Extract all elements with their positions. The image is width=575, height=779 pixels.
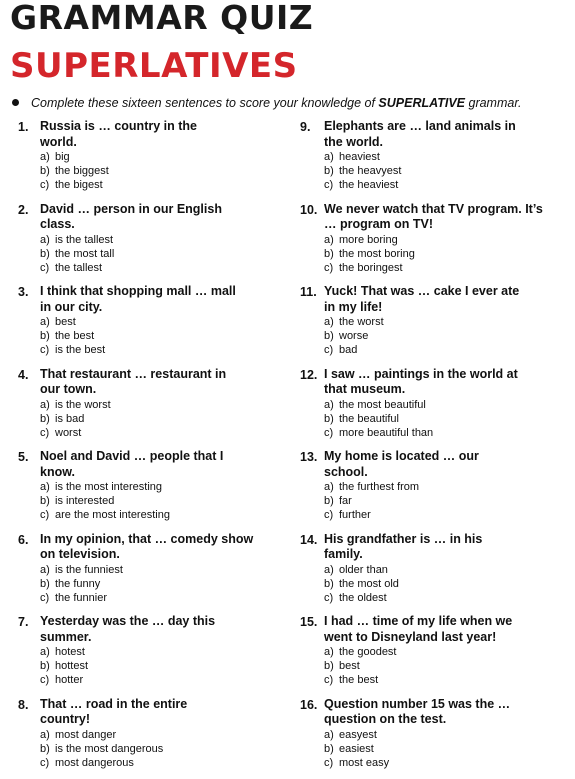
answer-option[interactable] — [40, 398, 286, 412]
option-letter: a) — [40, 398, 55, 412]
quiz-title: GRAMMAR QUIZ — [10, 0, 313, 38]
answer-options — [324, 728, 572, 771]
question-text: David … person in our English class. — [40, 202, 286, 233]
option-letter: c) — [40, 508, 55, 522]
option-text: is the funniest — [55, 564, 123, 576]
option-text: is interested — [55, 495, 114, 507]
answer-options — [324, 480, 572, 523]
question-number: 5. — [18, 449, 28, 465]
question-text: That … road in the entire country! — [40, 697, 286, 728]
option-letter: a) — [324, 480, 339, 494]
option-text: is the tallest — [55, 234, 113, 246]
option-text: the boringest — [339, 262, 403, 274]
answer-option[interactable] — [40, 164, 286, 178]
option-text: the most boring — [339, 248, 415, 260]
questions-column-left — [18, 119, 286, 779]
answer-option[interactable] — [324, 728, 572, 742]
option-letter: a) — [324, 150, 339, 164]
answer-option[interactable] — [40, 329, 286, 343]
option-text: are the most interesting — [55, 509, 170, 521]
option-letter: b) — [324, 247, 339, 261]
question-5 — [18, 449, 286, 532]
option-text: the beautiful — [339, 413, 399, 425]
answer-option[interactable] — [40, 261, 286, 275]
answer-option[interactable] — [324, 494, 572, 508]
option-text: more beautiful than — [339, 427, 433, 439]
answer-option[interactable] — [324, 261, 572, 275]
option-letter: c) — [40, 426, 55, 440]
option-letter: a) — [324, 645, 339, 659]
question-number: 2. — [18, 202, 28, 218]
answer-option[interactable] — [40, 508, 286, 522]
option-text: hotter — [55, 674, 83, 686]
instructions-emphasis: SUPERLATIVE — [378, 96, 465, 110]
answer-option[interactable] — [40, 412, 286, 426]
option-text: the funnier — [55, 592, 107, 604]
answer-options — [324, 645, 572, 688]
option-letter: b) — [324, 494, 339, 508]
question-text: I had … time of my life when we went to Disneyland last year! — [324, 614, 572, 645]
instructions — [12, 95, 522, 111]
answer-options — [324, 398, 572, 441]
option-letter: c) — [40, 178, 55, 192]
answer-options — [40, 398, 286, 441]
question-number: 13. — [300, 449, 317, 465]
option-text: the best — [339, 674, 378, 686]
option-text: hotest — [55, 646, 85, 658]
option-letter: c) — [40, 756, 55, 770]
option-letter: a) — [324, 398, 339, 412]
option-letter: b) — [324, 659, 339, 673]
answer-options — [324, 150, 572, 193]
question-number: 8. — [18, 697, 28, 713]
question-11 — [300, 284, 572, 367]
option-letter: a) — [40, 728, 55, 742]
question-7 — [18, 614, 286, 697]
answer-option[interactable] — [324, 742, 572, 756]
option-letter: b) — [324, 577, 339, 591]
option-letter: b) — [324, 742, 339, 756]
question-12 — [300, 367, 572, 450]
option-letter: a) — [40, 233, 55, 247]
question-15 — [300, 614, 572, 697]
question-8 — [18, 697, 286, 779]
option-text: the heavyest — [339, 165, 401, 177]
option-text: is the most interesting — [55, 481, 162, 493]
answer-option[interactable] — [40, 659, 286, 673]
answer-option[interactable] — [40, 494, 286, 508]
option-text: more boring — [339, 234, 398, 246]
option-text: worse — [339, 330, 368, 342]
question-3 — [18, 284, 286, 367]
option-text: most dangerous — [55, 757, 134, 769]
option-letter: c) — [324, 261, 339, 275]
option-text: easiest — [339, 743, 374, 755]
answer-option[interactable] — [324, 659, 572, 673]
question-14 — [300, 532, 572, 615]
question-6 — [18, 532, 286, 615]
option-letter: b) — [40, 742, 55, 756]
option-letter: c) — [40, 343, 55, 357]
option-letter: c) — [40, 261, 55, 275]
option-text: the oldest — [339, 592, 387, 604]
option-letter: c) — [40, 591, 55, 605]
answer-option[interactable] — [324, 508, 572, 522]
question-number: 7. — [18, 614, 28, 630]
answer-option[interactable] — [324, 577, 572, 591]
option-letter: b) — [40, 494, 55, 508]
option-text: worst — [55, 427, 81, 439]
answer-option[interactable] — [324, 329, 572, 343]
question-13 — [300, 449, 572, 532]
answer-option[interactable] — [324, 233, 572, 247]
answer-options — [40, 645, 286, 688]
answer-option[interactable] — [324, 343, 572, 357]
quiz-subtitle: SUPERLATIVES — [10, 44, 298, 88]
option-letter: b) — [324, 412, 339, 426]
question-number: 9. — [300, 119, 310, 135]
answer-options — [40, 233, 286, 276]
option-letter: a) — [324, 563, 339, 577]
option-letter: a) — [40, 480, 55, 494]
option-letter: c) — [324, 673, 339, 687]
option-letter: a) — [324, 233, 339, 247]
option-text: the most old — [339, 578, 399, 590]
question-text: I saw … paintings in the world at that museum. — [324, 367, 572, 398]
question-text: Russia is … country in the world. — [40, 119, 286, 150]
answer-option[interactable] — [40, 233, 286, 247]
option-text: the furthest from — [339, 481, 419, 493]
answer-option[interactable] — [324, 673, 572, 687]
answer-option[interactable] — [324, 412, 572, 426]
option-text: the biggest — [55, 165, 109, 177]
option-letter: b) — [40, 329, 55, 343]
answer-option[interactable] — [40, 480, 286, 494]
answer-options — [324, 315, 572, 358]
option-text: is the worst — [55, 399, 111, 411]
option-text: older than — [339, 564, 388, 576]
answer-option[interactable] — [40, 591, 286, 605]
answer-option[interactable] — [40, 756, 286, 770]
option-letter: a) — [324, 728, 339, 742]
option-letter: a) — [324, 315, 339, 329]
question-number: 10. — [300, 202, 317, 218]
option-text: the heaviest — [339, 179, 398, 191]
option-text: the tallest — [55, 262, 102, 274]
answer-option[interactable] — [324, 756, 572, 770]
question-10 — [300, 202, 572, 285]
option-text: easyest — [339, 729, 377, 741]
option-text: is the most dangerous — [55, 743, 163, 755]
answer-option[interactable] — [40, 178, 286, 192]
instructions-text-start: Complete these sixteen sentences to score your knowledge of — [31, 96, 378, 110]
option-letter: c) — [324, 178, 339, 192]
answer-option[interactable] — [40, 645, 286, 659]
questions-column-right — [300, 119, 572, 779]
answer-option[interactable] — [40, 673, 286, 687]
question-text: That restaurant … restaurant in our town. — [40, 367, 286, 398]
question-9 — [300, 119, 572, 202]
option-text: the goodest — [339, 646, 397, 658]
question-number: 4. — [18, 367, 28, 383]
option-text: the bigest — [55, 179, 103, 191]
answer-option[interactable] — [40, 728, 286, 742]
option-letter: b) — [324, 164, 339, 178]
option-letter: c) — [324, 343, 339, 357]
question-number: 16. — [300, 697, 317, 713]
answer-option[interactable] — [324, 398, 572, 412]
option-text: is the best — [55, 344, 105, 356]
answer-options — [40, 563, 286, 606]
option-text: far — [339, 495, 352, 507]
answer-option[interactable] — [324, 164, 572, 178]
answer-option[interactable] — [40, 150, 286, 164]
answer-option[interactable] — [324, 247, 572, 261]
option-letter: b) — [40, 164, 55, 178]
question-text: I think that shopping mall … mall in our city. — [40, 284, 286, 315]
question-1 — [18, 119, 286, 202]
answer-option[interactable] — [324, 315, 572, 329]
option-letter: a) — [40, 563, 55, 577]
option-text: the most tall — [55, 248, 114, 260]
option-text: further — [339, 509, 371, 521]
answer-option[interactable] — [324, 150, 572, 164]
option-letter: b) — [40, 247, 55, 261]
bullet-icon — [12, 99, 19, 106]
question-text: Yesterday was the … day this summer. — [40, 614, 286, 645]
question-number: 3. — [18, 284, 28, 300]
option-text: the worst — [339, 316, 384, 328]
question-number: 14. — [300, 532, 317, 548]
answer-option[interactable] — [324, 645, 572, 659]
question-text: Yuck! That was … cake I ever ate in my life! — [324, 284, 572, 315]
question-number: 6. — [18, 532, 28, 548]
answer-option[interactable] — [324, 426, 572, 440]
question-text: His grandfather is … in his family. — [324, 532, 572, 563]
instructions-text-end: grammar. — [465, 96, 522, 110]
option-letter: b) — [40, 412, 55, 426]
question-number: 12. — [300, 367, 317, 383]
option-letter: b) — [40, 659, 55, 673]
option-letter: c) — [324, 591, 339, 605]
option-text: the funny — [55, 578, 100, 590]
answer-options — [40, 150, 286, 193]
question-text: Noel and David … people that I know. — [40, 449, 286, 480]
question-text: My home is located … our school. — [324, 449, 572, 480]
answer-option[interactable] — [40, 426, 286, 440]
option-text: most danger — [55, 729, 116, 741]
answer-option[interactable] — [40, 563, 286, 577]
answer-options — [324, 563, 572, 606]
answer-options — [324, 233, 572, 276]
option-letter: c) — [324, 756, 339, 770]
option-text: the most beautiful — [339, 399, 426, 411]
question-4 — [18, 367, 286, 450]
answer-options — [40, 728, 286, 771]
question-text: Elephants are … land animals in the world. — [324, 119, 572, 150]
question-number: 15. — [300, 614, 317, 630]
option-letter: a) — [40, 150, 55, 164]
option-letter: a) — [40, 645, 55, 659]
answer-option[interactable] — [40, 343, 286, 357]
option-letter: b) — [40, 577, 55, 591]
question-text: Question number 15 was the … question on the test. — [324, 697, 572, 728]
answer-option[interactable] — [324, 563, 572, 577]
option-text: bad — [339, 344, 357, 356]
option-text: big — [55, 151, 70, 163]
answer-option[interactable] — [40, 577, 286, 591]
option-letter: a) — [40, 315, 55, 329]
option-letter: b) — [324, 329, 339, 343]
question-16 — [300, 697, 572, 779]
question-number: 1. — [18, 119, 28, 135]
option-text: the best — [55, 330, 94, 342]
answer-option[interactable] — [324, 591, 572, 605]
option-text: is bad — [55, 413, 84, 425]
question-2 — [18, 202, 286, 285]
answer-option[interactable] — [40, 315, 286, 329]
answer-option[interactable] — [324, 178, 572, 192]
answer-option[interactable] — [324, 480, 572, 494]
question-text: We never watch that TV program. It’s … program on TV! — [324, 202, 572, 233]
option-letter: c) — [40, 673, 55, 687]
option-letter: c) — [324, 508, 339, 522]
option-text: hottest — [55, 660, 88, 672]
answer-option[interactable] — [40, 247, 286, 261]
option-text: most easy — [339, 757, 389, 769]
option-text: best — [55, 316, 76, 328]
option-letter: c) — [324, 426, 339, 440]
answer-options — [40, 480, 286, 523]
option-text: heaviest — [339, 151, 380, 163]
question-number: 11. — [300, 284, 317, 300]
answer-option[interactable] — [40, 742, 286, 756]
option-text: best — [339, 660, 360, 672]
question-text: In my opinion, that … comedy show on television. — [40, 532, 286, 563]
answer-options — [40, 315, 286, 358]
